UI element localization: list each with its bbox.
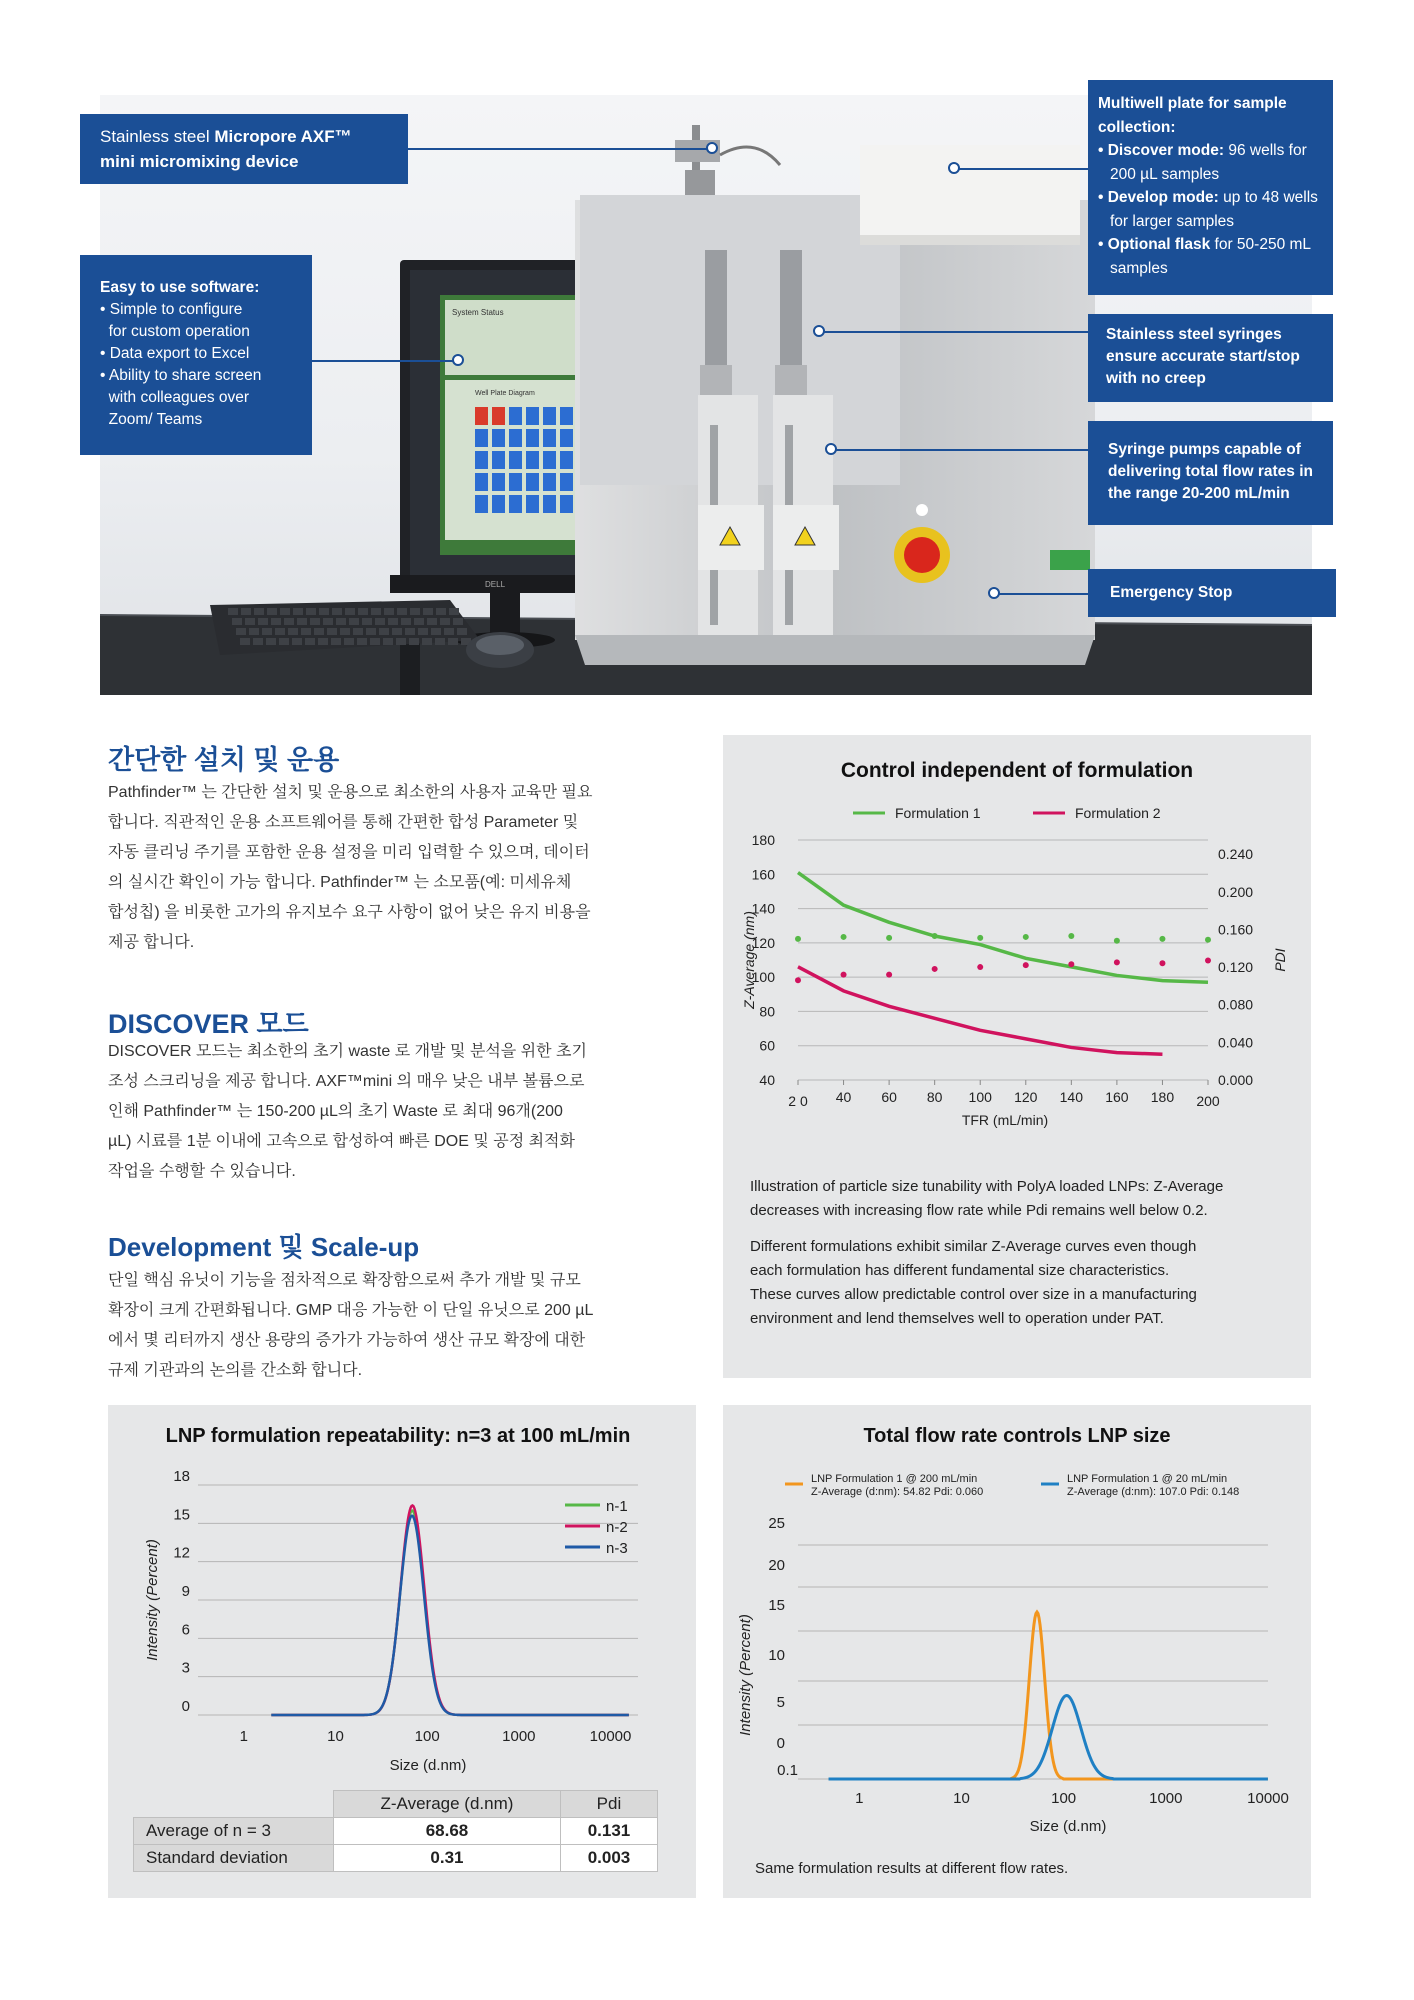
paragraph-line: 제공 합니다. (108, 934, 195, 951)
key (431, 628, 441, 635)
key (284, 618, 294, 625)
section-body-setup (108, 778, 668, 958)
key (228, 608, 238, 615)
key (435, 638, 445, 645)
y-tick-label: 10 (768, 1647, 785, 1664)
legend-sublabel: Z-Average (d:nm): 54.82 Pdi: 0.060 (811, 1486, 984, 1498)
x-tick-label: 10 (953, 1790, 970, 1807)
well-cell (492, 451, 505, 469)
paragraph-line: 단일 핵심 유닛이 기능을 점차적으로 확장함으로써 추가 개발 및 규모 (108, 1272, 581, 1289)
connector-dot (452, 354, 464, 366)
section-heading-discover: DISCOVER 모드 (108, 1009, 309, 1039)
y2-tick-label: 0.160 (1218, 921, 1254, 938)
paragraph-line: 합성칩) 을 비롯한 고가의 유지보수 요구 사항이 없어 낮은 유지 비용을 (108, 904, 591, 921)
legend-label: Formulation 2 (1075, 805, 1161, 821)
callout-list-item: Zoom/ Teams (100, 411, 203, 428)
key (397, 608, 407, 615)
key (375, 618, 385, 625)
chart-title: LNP formulation repeatability: n=3 at 100 mL/min (165, 1425, 631, 1447)
key (340, 628, 350, 635)
callout-text: ensure accurate start/stop (1106, 348, 1300, 365)
callout-text: with no creep (1106, 370, 1206, 387)
y2-tick-label: 0.240 (1218, 846, 1254, 863)
pdi-point (1023, 934, 1029, 940)
x-tick-label: 1000 (502, 1728, 536, 1745)
y-tick-label: 80 (759, 1003, 775, 1020)
well-cell (526, 407, 539, 425)
series-curve (829, 1612, 1268, 1779)
y-tick-label: 5 (776, 1694, 785, 1711)
callout-bold-text: • Develop mode: (1098, 189, 1219, 206)
series-line (798, 967, 1162, 1054)
key (349, 618, 359, 625)
paragraph-line: 규제 기관과의 논의를 간소화 합니다. (108, 1362, 363, 1379)
y-tick-label: 18 (173, 1468, 190, 1485)
key (336, 618, 346, 625)
key (427, 618, 437, 625)
x-axis-label: Size (d.nm) (389, 1757, 467, 1774)
key (288, 628, 298, 635)
key (297, 618, 307, 625)
callout-bold-text: Micropore AXF™ (214, 127, 352, 146)
x-tick-label: 60 (881, 1089, 897, 1105)
y-tick-label: 25 (768, 1515, 785, 1532)
key (232, 618, 242, 625)
well-cell (492, 407, 505, 425)
pdi-point (841, 972, 847, 978)
callout-text: Stainless steel (100, 127, 215, 146)
pdi-point (795, 936, 801, 942)
key (388, 618, 398, 625)
micromixer (675, 125, 780, 195)
well-cell (475, 407, 488, 425)
well-cell (526, 495, 539, 513)
x-tick-label: 1000 (1149, 1790, 1183, 1807)
section-heading-scaleup: Development 및 Scale-up (108, 1232, 420, 1262)
key (305, 638, 315, 645)
y-axis-label: Intensity (Percent) (144, 1539, 161, 1661)
x-axis-label: Size (d.nm) (1029, 1818, 1107, 1835)
x-tick-label: 80 (926, 1089, 943, 1105)
key (292, 638, 302, 645)
callout-list-item: • Ability to share screen (100, 367, 262, 384)
key (271, 618, 281, 625)
connector-dot (825, 443, 837, 455)
callout-bold-text: • Optional flask (1098, 236, 1211, 253)
connector-dot (706, 142, 718, 154)
y-tick-label: 0 (776, 1735, 785, 1752)
connector-dot (988, 587, 1000, 599)
svg-text:System Status: System Status (452, 308, 504, 317)
key (280, 608, 290, 615)
x-tick-label: 160 (1105, 1089, 1129, 1105)
pdi-point (1023, 962, 1029, 968)
table-row-label: Standard deviation (134, 1845, 334, 1872)
connector-dot (948, 162, 960, 174)
well-cell (543, 407, 556, 425)
callout-title: collection: (1098, 118, 1176, 136)
paragraph-line: 확장이 크게 간편화됩니다. GMP 대응 가능한 이 단일 유닛으로 200 µL (108, 1302, 594, 1319)
pdi-point (1205, 937, 1211, 943)
well-cell (526, 429, 539, 447)
chart-title: Control independent of formulation (840, 759, 1194, 782)
legend-sublabel: Z-Average (d:nm): 107.0 Pdi: 0.148 (1067, 1486, 1240, 1498)
callout-text: for 50-250 mL (1210, 236, 1312, 253)
callout-bold-text: mini micromixing device (100, 152, 299, 171)
svg-text:Well Plate Diagram: Well Plate Diagram (475, 390, 535, 397)
callout-syringes (1088, 314, 1333, 402)
key (245, 618, 255, 625)
key (310, 618, 320, 625)
panel-control-formulation (723, 735, 1311, 1378)
well-cell (560, 473, 573, 491)
caption-line: each formulation has different fundamental size characteristics. (750, 1262, 1170, 1279)
y-tick-label: 20 (768, 1557, 785, 1574)
y2-axis-label: PDI (1272, 948, 1288, 972)
key (306, 608, 316, 615)
connector-dot (813, 325, 825, 337)
series-curve (271, 1505, 629, 1715)
y-tick-label: 40 (759, 1072, 775, 1088)
callout-list-item: • Simple to configure (100, 301, 243, 318)
key (301, 628, 311, 635)
paragraph-line: µL) 시료를 1분 이내에 고속으로 합성하여 빠른 DOE 및 공정 최적화 (108, 1133, 575, 1150)
table-cell: 0.31 (334, 1845, 561, 1872)
connector-line (312, 360, 457, 362)
callout-text: Stainless steel syringes (1106, 326, 1282, 343)
connector-line (408, 148, 713, 150)
y-tick-label: 12 (173, 1544, 190, 1562)
well-cell (475, 451, 488, 469)
key (345, 608, 355, 615)
key (392, 628, 402, 635)
x-tick-label: 100 (968, 1089, 992, 1105)
key (358, 608, 368, 615)
well-cell (560, 407, 573, 425)
paragraph-line: 합니다. 직관적인 운용 소프트웨어를 통해 간편한 합성 Parameter 및 (108, 814, 579, 831)
callout-text: delivering total flow rates in (1108, 463, 1313, 480)
x-tick-label: 100 (414, 1728, 440, 1745)
callout-emergency-stop (1088, 569, 1336, 617)
well-cell (509, 495, 522, 513)
pdi-point (977, 935, 983, 941)
key (410, 608, 420, 615)
y2-tick-label: 0.000 (1218, 1072, 1254, 1088)
y-axis-label: Intensity (Percent) (737, 1614, 754, 1736)
x-tick-label: 10000 (589, 1728, 632, 1745)
key (262, 628, 272, 635)
connector-line (820, 331, 1088, 333)
key (275, 628, 285, 635)
callout-title: Easy to use software: (100, 279, 260, 296)
key (323, 618, 333, 625)
caption-line: decreases with increasing flow rate while Pdi remains well below 0.2. (750, 1202, 1208, 1219)
y-tick-label: 3 (181, 1659, 190, 1677)
key (396, 638, 406, 645)
pdi-point (932, 933, 938, 939)
well-cell (560, 429, 573, 447)
paragraph-line: 자동 클리닝 주기를 포함한 운용 설정을 미리 입력할 수 있으며, 데이터 (108, 844, 590, 861)
connector-line (995, 593, 1088, 595)
key (370, 638, 380, 645)
x-tick-label: 1 (855, 1790, 864, 1807)
x-tick-label: 180 (1150, 1089, 1175, 1105)
paragraph-line: 작업을 수행할 수 있습니다. (108, 1163, 296, 1180)
legend-label: n-1 (606, 1498, 628, 1515)
key (319, 608, 329, 615)
well-cell (509, 451, 522, 469)
key (383, 638, 393, 645)
callout-text: 200 µL samples (1110, 165, 1220, 183)
well-cell (509, 429, 522, 447)
key (422, 638, 432, 645)
callout-list-item: • Data export to Excel (100, 345, 250, 362)
x-tick-label: 40 (835, 1089, 852, 1105)
caption-line: Different formulations exhibit similar Z-Average curves even though (750, 1238, 1197, 1255)
pdi-point (1114, 959, 1120, 965)
callout-list (100, 299, 292, 431)
callout-bold-text: • Discover mode: (1098, 142, 1225, 159)
key (379, 628, 389, 635)
section-heading-setup: 간단한 설치 및 운용 (108, 745, 340, 775)
key (258, 618, 268, 625)
table-row (134, 1845, 658, 1872)
key (267, 608, 277, 615)
y-axis-label: Z-Average (nm) (741, 911, 757, 1009)
paragraph-line: Pathfinder™ 는 간단한 설치 및 운용으로 최소한의 사용자 교육만 필요 (108, 784, 593, 801)
key (436, 608, 446, 615)
callout-text: 96 wells for (1224, 142, 1307, 159)
pdi-point (932, 966, 938, 972)
x-tick-label: 1 (239, 1728, 249, 1745)
key (418, 628, 428, 635)
key (414, 618, 424, 625)
callout-text: for larger samples (1110, 212, 1235, 230)
chart-caption (750, 1235, 1295, 1331)
y-tick-label: 100 (751, 969, 775, 986)
y-tick-label: 180 (751, 832, 775, 848)
paragraph-line: 에서 몇 리터까지 생산 용량의 증가가 가능하여 생산 규모 확장에 대한 (108, 1332, 586, 1349)
key (332, 608, 342, 615)
y-tick-label: 15 (173, 1506, 190, 1524)
paragraph-line: 조성 스크리닝을 제공 합니다. AXF™mini 의 매우 낮은 내부 볼륨으로 (108, 1073, 585, 1090)
key (353, 628, 363, 635)
key (344, 638, 354, 645)
pdi-point (1114, 938, 1120, 944)
key (405, 628, 415, 635)
legend-label: LNP Formulation 1 @ 200 mL/min (811, 1473, 978, 1485)
x-tick-label: 2 0 (788, 1093, 808, 1109)
key (448, 638, 458, 645)
key (253, 638, 263, 645)
well-cell (560, 495, 573, 513)
key (457, 628, 467, 635)
y2-tick-label: 0.120 (1218, 959, 1254, 976)
callout-software (80, 255, 312, 455)
table-header-cell: Pdi (560, 1791, 657, 1818)
callout-list-item: for custom operation (100, 323, 250, 340)
x-tick-label: 10 (327, 1728, 344, 1745)
callout-micromixer (80, 114, 408, 184)
x-tick-label: 140 (1059, 1089, 1084, 1105)
y2-tick-label: 0.040 (1218, 1034, 1254, 1051)
pdi-point (886, 972, 892, 978)
y-tick-label: 120 (751, 934, 775, 951)
table-cell: 0.131 (560, 1818, 657, 1845)
caption-line: environment and lend themselves well to operation under PAT. (750, 1310, 1164, 1327)
key (266, 638, 276, 645)
callout-text: Syringe pumps capable of (1108, 441, 1301, 458)
stats-table (133, 1790, 658, 1872)
chart-control-formulation (723, 735, 1311, 1145)
pdi-point (1068, 933, 1074, 939)
key (401, 618, 411, 625)
pdi-point (886, 935, 892, 941)
table-header-cell: Z-Average (d.nm) (334, 1791, 561, 1818)
panel-repeatability (108, 1405, 696, 1898)
pdi-point (795, 977, 801, 983)
key (331, 638, 341, 645)
well-cell (560, 451, 573, 469)
x-tick-label: 10000 (1247, 1790, 1289, 1807)
well-cell (492, 495, 505, 513)
table-row (134, 1818, 658, 1845)
y-tick-label: 9 (181, 1583, 190, 1600)
pdi-point (1159, 960, 1165, 966)
chart-caption: Same formulation results at different flow rates. (755, 1860, 1069, 1877)
key (371, 608, 381, 615)
pdi-point (841, 934, 847, 940)
table-cell: 68.68 (334, 1818, 561, 1845)
y2-tick-label: 0.200 (1218, 883, 1254, 900)
key (409, 638, 419, 645)
caption-line: Illustration of particle size tunability with PolyA loaded LNPs: Z-Average (750, 1178, 1224, 1195)
pdi-point (1159, 936, 1165, 942)
key (279, 638, 289, 645)
well-cell (475, 429, 488, 447)
x-tick-label: 200 (1196, 1093, 1220, 1109)
y-tick-label: 160 (751, 866, 775, 883)
y-tick-label: 0.1 (777, 1762, 798, 1779)
key (453, 618, 463, 625)
well-cell (475, 495, 488, 513)
chart-repeatability (108, 1405, 696, 1785)
y-tick-label: 60 (759, 1037, 775, 1054)
key (327, 628, 337, 635)
section-body-scaleup (108, 1266, 668, 1386)
key (236, 628, 246, 635)
legend-label: n-3 (606, 1540, 628, 1557)
key (241, 608, 251, 615)
key (314, 628, 324, 635)
well-cell (492, 429, 505, 447)
key (444, 628, 454, 635)
key (423, 608, 433, 615)
callout-pumps (1088, 421, 1333, 525)
callout-title: Multiwell plate for sample (1098, 95, 1287, 112)
key (240, 638, 250, 645)
x-tick-label: 120 (1014, 1089, 1038, 1105)
key (440, 618, 450, 625)
key (254, 608, 264, 615)
y-tick-label: 15 (768, 1597, 785, 1614)
well-cell (475, 473, 488, 491)
connector-line (832, 449, 1088, 451)
y2-tick-label: 0.080 (1218, 996, 1254, 1013)
well-cell (543, 451, 556, 469)
well-cell (492, 473, 505, 491)
y-tick-label: 6 (181, 1621, 190, 1639)
pdi-point (1068, 961, 1074, 967)
well-cell (543, 429, 556, 447)
series-line (798, 873, 1208, 983)
well-cell (543, 473, 556, 491)
legend-label: Formulation 1 (895, 805, 981, 821)
paragraph-line: DISCOVER 모드는 최소한의 초기 waste 로 개발 및 분석을 위한 초기 (108, 1043, 587, 1060)
callout-list-item: with colleagues over (100, 389, 250, 406)
well-cell (543, 495, 556, 513)
paragraph-line: 인해 Pathfinder™ 는 150-200 µL의 초기 Waste 로 최대 96개(200 (108, 1103, 563, 1120)
legend-label: n-2 (606, 1519, 628, 1536)
svg-text:DELL: DELL (485, 580, 506, 589)
series-curve (271, 1511, 629, 1715)
chart-caption (750, 1175, 1295, 1223)
x-axis-label: TFR (mL/min) (961, 1112, 1049, 1128)
table-cell: 0.003 (560, 1845, 657, 1872)
pdi-point (977, 964, 983, 970)
table-header-cell (134, 1791, 334, 1818)
key (293, 608, 303, 615)
well-cell (526, 473, 539, 491)
callout-text: Emergency Stop (1110, 584, 1233, 601)
callout-text: the range 20-200 mL/min (1108, 485, 1290, 502)
well-cell (509, 407, 522, 425)
table-row-label: Average of n = 3 (134, 1818, 334, 1845)
key (318, 638, 328, 645)
key (366, 628, 376, 635)
paragraph-line: 의 실시간 확인이 가능 합니다. Pathfinder™ 는 소모품(예: 미세유체 (108, 874, 572, 891)
chart-flow-rate (723, 1405, 1311, 1855)
callout-text: up to 48 wells (1218, 189, 1318, 206)
key (384, 608, 394, 615)
panel-flow-rate (723, 1405, 1311, 1898)
key (449, 608, 459, 615)
y-tick-label: 140 (751, 900, 775, 917)
key (357, 638, 367, 645)
chart-title: Total flow rate controls LNP size (863, 1425, 1171, 1447)
caption-line: These curves allow predictable control over size in a manufacturing (750, 1286, 1197, 1303)
legend-label: LNP Formulation 1 @ 20 mL/min (1067, 1473, 1228, 1485)
section-body-discover (108, 1037, 668, 1187)
y-tick-label: 0 (181, 1698, 190, 1715)
pdi-point (1205, 957, 1211, 963)
key (249, 628, 259, 635)
callout-multiwell (1088, 80, 1333, 295)
connector-line (955, 168, 1088, 170)
well-cell (509, 473, 522, 491)
well-cell (526, 451, 539, 469)
x-tick-label: 100 (1051, 1790, 1077, 1807)
key (362, 618, 372, 625)
callout-text: samples (1110, 259, 1168, 277)
